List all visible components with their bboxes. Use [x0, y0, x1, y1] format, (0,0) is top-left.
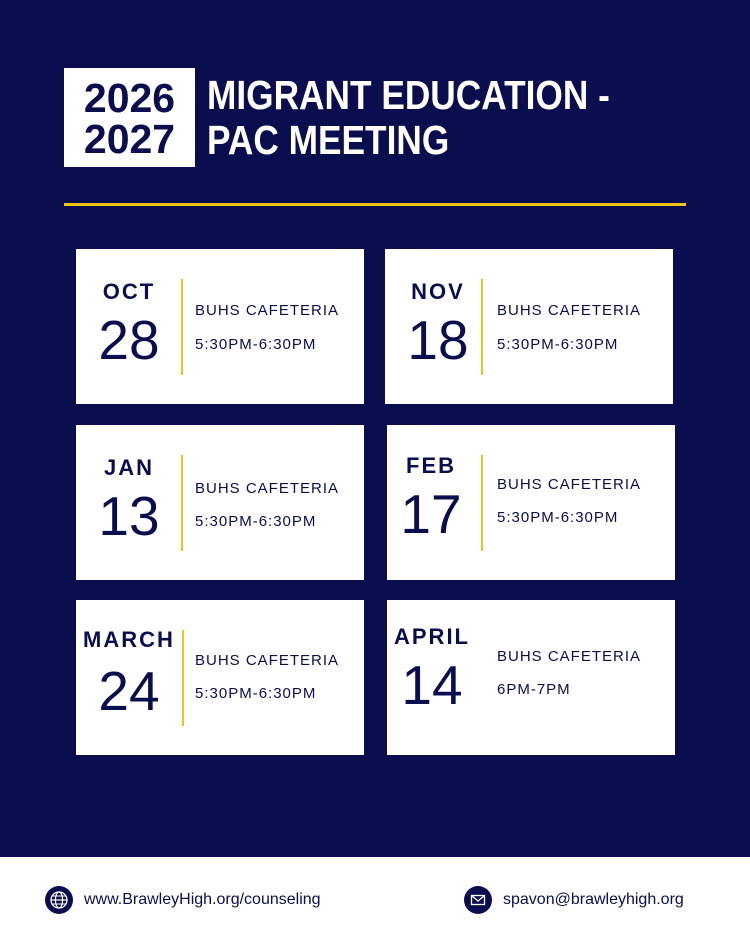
meeting-location: BUHS CAFETERIA — [195, 302, 340, 319]
card-divider — [481, 455, 483, 551]
meeting-day: 13 — [98, 485, 160, 547]
meeting-card — [76, 600, 364, 755]
meeting-card — [76, 425, 364, 580]
meeting-card — [76, 249, 364, 404]
meeting-card — [387, 600, 675, 755]
meeting-day: 17 — [400, 483, 462, 545]
meeting-month: NOV — [411, 279, 465, 304]
meeting-month: OCT — [102, 279, 156, 304]
year-box — [64, 68, 195, 167]
meeting-location: BUHS CAFETERIA — [195, 652, 340, 669]
year-start: 2026 — [83, 75, 176, 121]
envelope-icon — [464, 886, 492, 914]
globe-icon — [45, 886, 73, 914]
card-divider — [182, 630, 184, 726]
meeting-day: 18 — [407, 309, 469, 371]
meeting-time: 6PM-7PM — [497, 681, 571, 698]
meeting-month: FEB — [406, 453, 456, 478]
email-link[interactable]: spavon@brawleyhigh.org — [503, 891, 684, 908]
meeting-location: BUHS CAFETERIA — [195, 480, 340, 497]
page-title-line1: MIGRANT EDUCATION - — [207, 72, 610, 118]
card-divider — [181, 279, 183, 375]
meeting-time: 5:30PM-6:30PM — [195, 685, 317, 702]
page-title-line2: PAC MEETING — [207, 117, 450, 163]
meeting-card — [387, 425, 675, 580]
meeting-location: BUHS CAFETERIA — [497, 302, 642, 319]
meeting-day: 28 — [98, 309, 160, 371]
website-link[interactable]: www.BrawleyHigh.org/counseling — [84, 891, 321, 908]
card-divider — [481, 279, 483, 375]
card-divider — [181, 455, 183, 551]
meeting-time: 5:30PM-6:30PM — [497, 336, 619, 353]
meeting-month: APRIL — [394, 624, 470, 649]
meeting-location: BUHS CAFETERIA — [497, 476, 642, 493]
footer — [0, 857, 750, 938]
meeting-day: 14 — [401, 654, 463, 716]
meeting-time: 5:30PM-6:30PM — [195, 513, 317, 530]
meeting-time: 5:30PM-6:30PM — [497, 509, 619, 526]
meeting-month: JAN — [103, 455, 154, 480]
meeting-day: 24 — [98, 660, 160, 722]
year-end: 2027 — [83, 116, 176, 162]
meeting-location: BUHS CAFETERIA — [497, 648, 642, 665]
meeting-card — [385, 249, 673, 404]
header-divider — [64, 203, 686, 206]
meeting-month: MARCH — [83, 627, 175, 652]
meeting-time: 5:30PM-6:30PM — [195, 336, 317, 353]
